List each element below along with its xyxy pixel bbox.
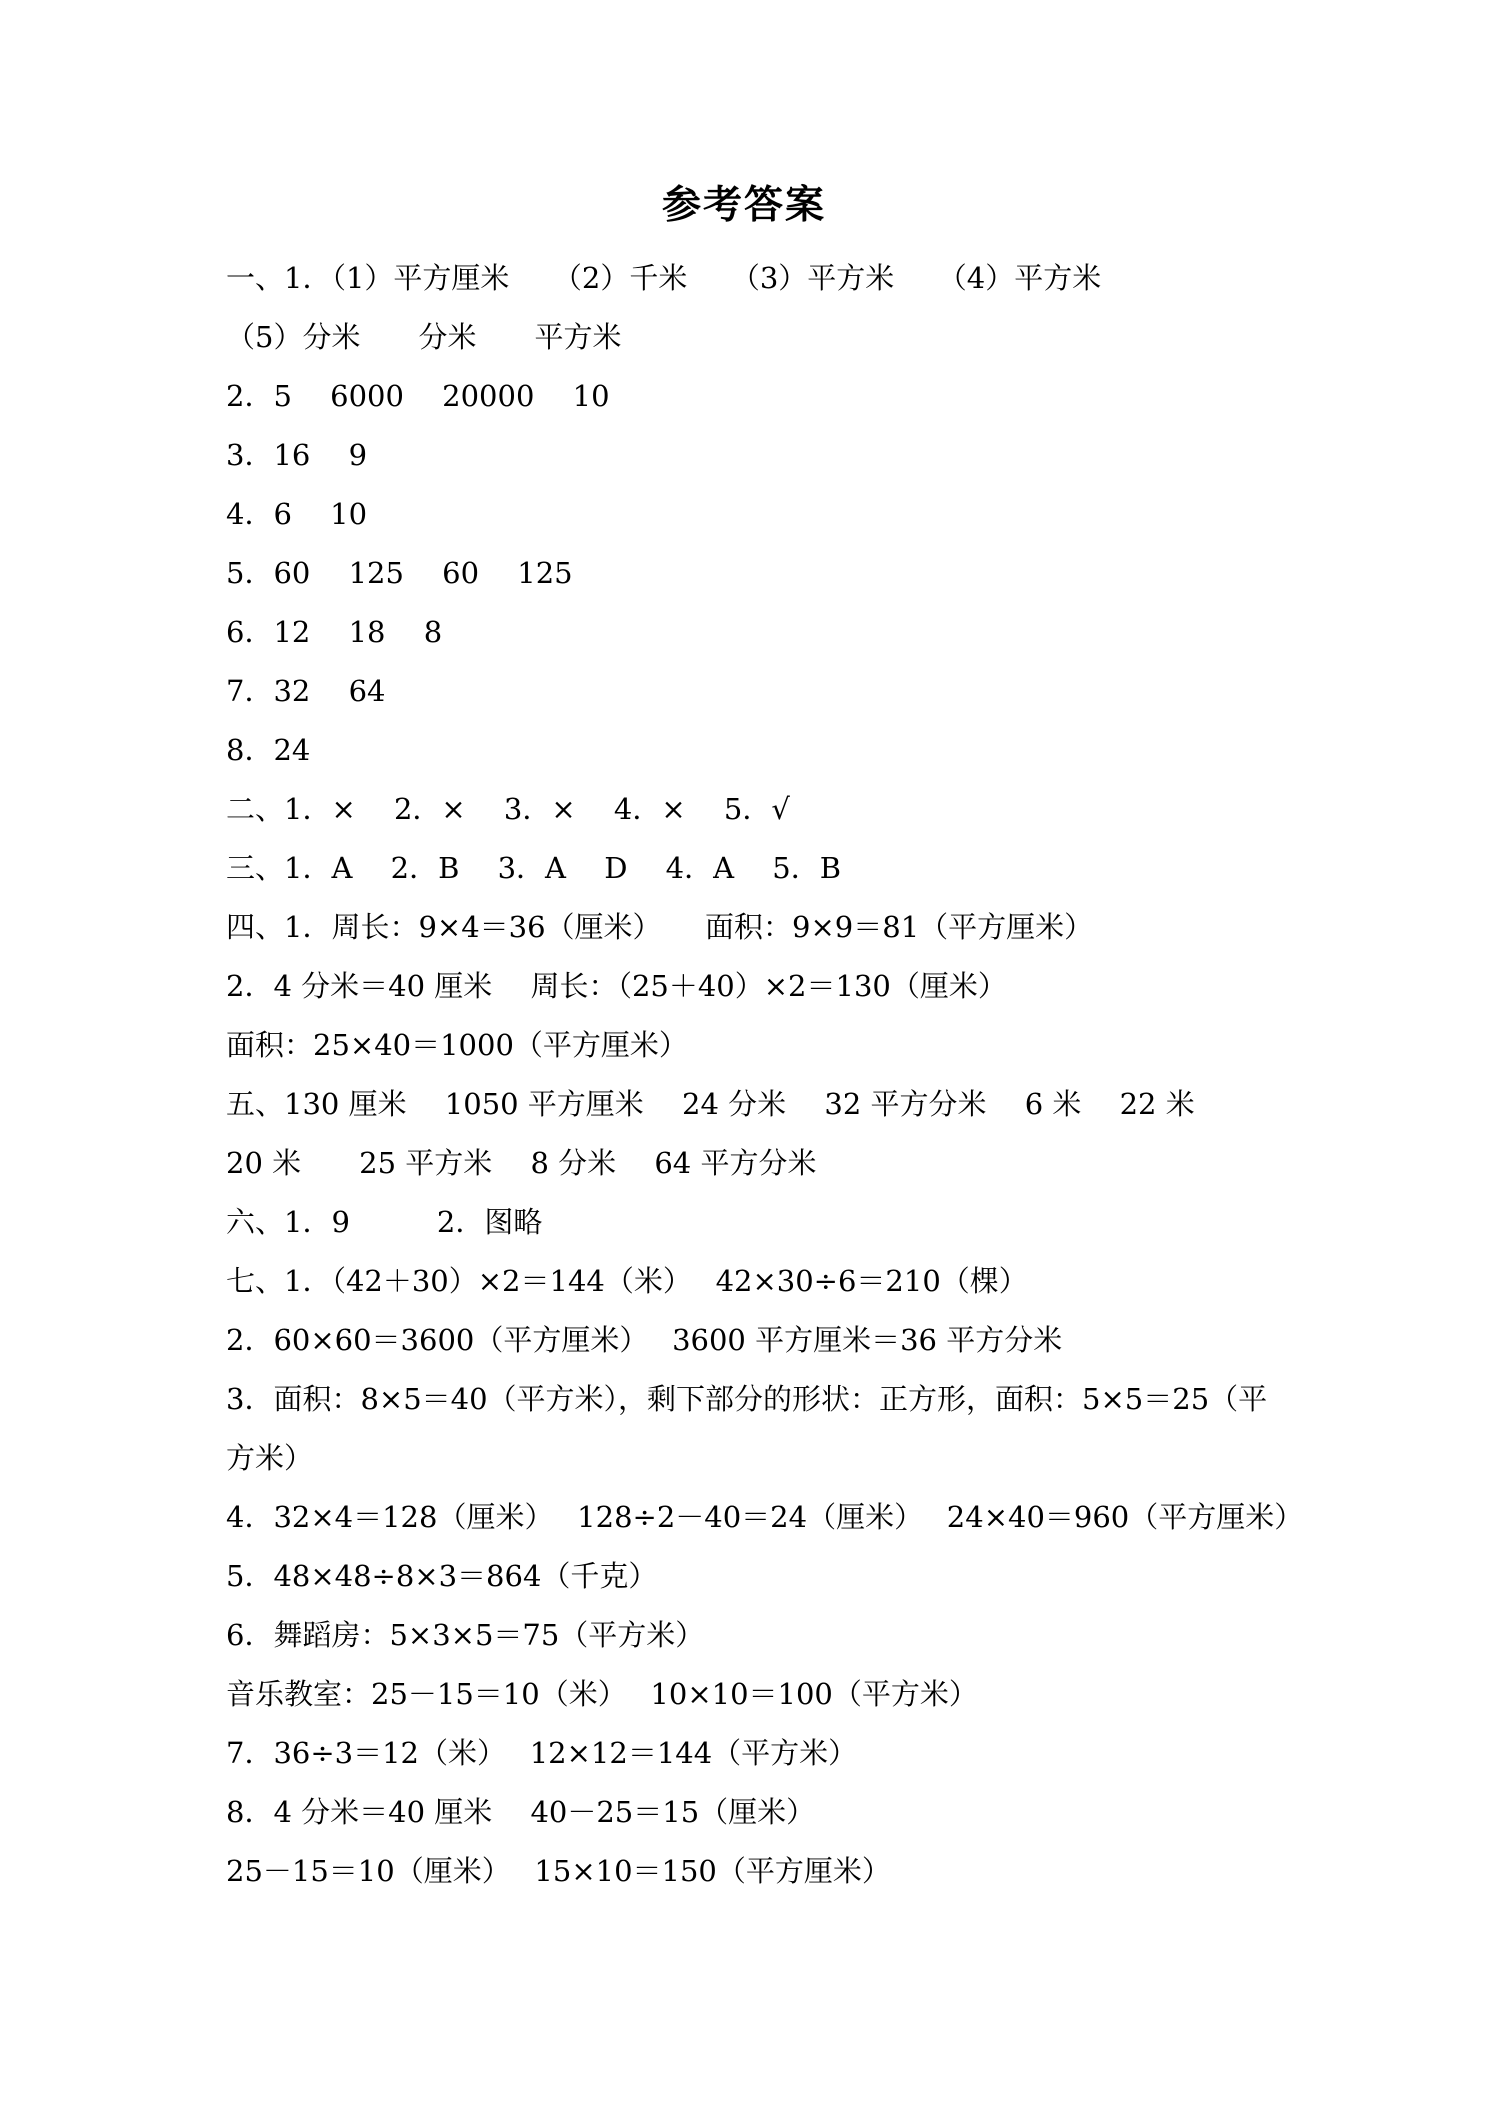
answer-line-27: 8．4 分米＝40 厘米 40－25＝15（厘米） xyxy=(226,1795,816,1829)
answer-line-5: 4．6 10 xyxy=(226,497,368,531)
answer-line-18: 七、1．（42＋30）×2＝144（米） 42×30÷6＝210（棵） xyxy=(226,1264,1028,1298)
answer-line-3: 2．5 6000 20000 10 xyxy=(226,379,610,413)
answer-line-1: 一、1．（1）平方厘米 （2）千米 （3）平方米 （4）平方米 xyxy=(226,261,1102,295)
answer-line-28: 25－15＝10（厘米） 15×10＝150（平方厘米） xyxy=(226,1854,891,1888)
answer-line-4: 3．16 9 xyxy=(226,438,368,472)
answer-line-12: 四、1．周长：9×4＝36（厘米） 面积：9×9＝81（平方厘米） xyxy=(226,910,1094,944)
answer-line-8: 7．32 64 xyxy=(226,674,386,708)
answer-line-23: 5．48×48÷8×3＝864（千克） xyxy=(226,1559,658,1593)
answer-line-7: 6．12 18 8 xyxy=(226,615,443,649)
answer-line-13: 2．4 分米＝40 厘米 周长：（25＋40）×2＝130（厘米） xyxy=(226,969,1007,1003)
answer-line-17: 六、1．9 2．图略 xyxy=(226,1205,543,1239)
answer-line-9: 8．24 xyxy=(226,733,311,767)
answer-line-2: （5）分米 分米 平方米 xyxy=(226,320,622,354)
answer-line-14: 面积：25×40＝1000（平方厘米） xyxy=(226,1028,688,1062)
answer-line-11: 三、1．A 2．B 3．A D 4．A 5．B xyxy=(226,851,842,885)
answer-line-24: 6．舞蹈房：5×3×5＝75（平方米） xyxy=(226,1618,705,1652)
answer-line-21: 方米） xyxy=(226,1441,314,1475)
answer-line-16: 20 米 25 平方米 8 分米 64 平方分米 xyxy=(226,1146,817,1180)
answer-line-26: 7．36÷3＝12（米） 12×12＝144（平方米） xyxy=(226,1736,858,1770)
answer-line-15: 五、130 厘米 1050 平方厘米 24 分米 32 平方分米 6 米 22 米 xyxy=(226,1087,1195,1121)
answer-line-20: 3．面积：8×5＝40（平方米），剩下部分的形状：正方形，面积：5×5＝25（平 xyxy=(226,1382,1268,1416)
page-title: 参考答案 xyxy=(661,183,826,228)
answer-line-6: 5．60 125 60 125 xyxy=(226,556,573,590)
answer-line-10: 二、1．× 2．× 3．× 4．× 5．√ xyxy=(226,792,790,826)
answer-line-22: 4．32×4＝128（厘米） 128÷2－40＝24（厘米） 24×40＝960（平方厘米） xyxy=(226,1500,1304,1534)
answer-line-19: 2．60×60＝3600（平方厘米） 3600 平方厘米＝36 平方分米 xyxy=(226,1323,1063,1357)
answer-line-25: 音乐教室：25－15＝10（米） 10×10＝100（平方米） xyxy=(226,1677,978,1711)
